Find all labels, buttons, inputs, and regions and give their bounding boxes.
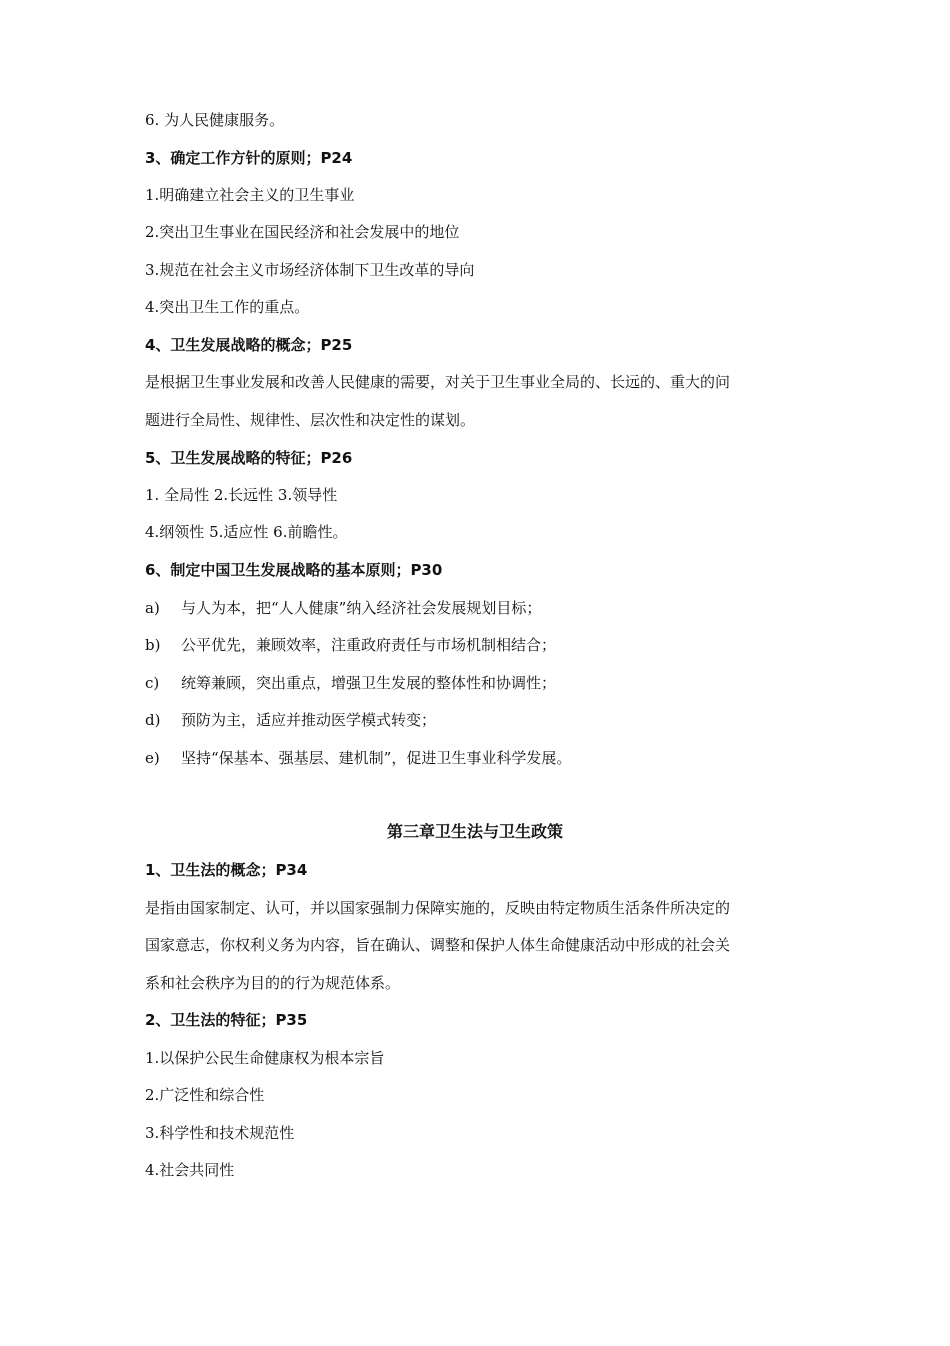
list-marker: c) bbox=[145, 674, 160, 692]
list-marker: d) bbox=[145, 711, 161, 729]
chapter-3-section-1-line-2: 国家意志，你权利义务为内容，旨在确认、调整和保护人体生命健康活动中形成的社会关 bbox=[145, 936, 731, 954]
section-6-item-c bbox=[145, 673, 815, 693]
chapter-3-section-2-item-3: 3.科学性和技术规范性 bbox=[145, 1124, 295, 1142]
section-5-line-1: 1. 全局性 2.长远性 3.领导性 bbox=[145, 486, 338, 504]
section-5-heading: 5、卫生发展战略的特征；P26 bbox=[145, 449, 353, 467]
list-marker: a) bbox=[145, 599, 160, 617]
list-item-text: 与人为本，把“人人健康”纳入经济社会发展规划目标； bbox=[181, 599, 542, 617]
section-3-item-1: 1.明确建立社会主义的卫生事业 bbox=[145, 186, 355, 204]
list-item-text: 公平优先，兼顾效率，注重政府责任与市场机制相结合； bbox=[181, 636, 557, 654]
chapter-3-section-1-line-3: 系和社会秩序为目的的行为规范体系。 bbox=[145, 974, 401, 992]
section-4-paragraph-line-1: 是根据卫生事业发展和改善人民健康的需要，对关于卫生事业全局的、长远的、重大的问 bbox=[145, 373, 731, 391]
section-6-heading: 6、制定中国卫生发展战略的基本原则；P30 bbox=[145, 561, 443, 579]
section-6-item-a bbox=[145, 598, 815, 618]
chapter-3-section-2-item-2: 2.广泛性和综合性 bbox=[145, 1086, 265, 1104]
list-item-text: 统筹兼顾，突出重点，增强卫生发展的整体性和协调性； bbox=[181, 674, 557, 692]
section-6-item-b bbox=[145, 635, 815, 655]
section-3-item-3: 3.规范在社会主义市场经济体制下卫生改革的导向 bbox=[145, 261, 475, 279]
section-6-item-d bbox=[145, 710, 815, 730]
section-5-line-2: 4.纲领性 5.适应性 6.前瞻性。 bbox=[145, 523, 348, 541]
chapter-3-section-1-heading: 1、卫生法的概念；P34 bbox=[145, 861, 308, 879]
list-item-text: 预防为主，适应并推动医学模式转变； bbox=[181, 711, 437, 729]
section-3-heading: 3、确定工作方针的原则；P24 bbox=[145, 149, 353, 167]
section-6-item-e bbox=[145, 748, 815, 768]
chapter-3-section-2-item-4: 4.社会共同性 bbox=[145, 1161, 235, 1179]
chapter-3-title: 第三章卫生法与卫生政策 bbox=[386, 822, 563, 841]
chapter-3-section-2-heading: 2、卫生法的特征；P35 bbox=[145, 1011, 308, 1029]
chapter-3-section-1-line-1: 是指由国家制定、认可，并以国家强制力保障实施的，反映由特定物质生活条件所决定的 bbox=[145, 899, 731, 917]
section-3-item-2: 2.突出卫生事业在国民经济和社会发展中的地位 bbox=[145, 223, 460, 241]
list-marker: b) bbox=[145, 636, 161, 654]
list-item-text: 坚持“保基本、强基层、建机制”，促进卫生事业科学发展。 bbox=[181, 749, 572, 767]
list-marker: e) bbox=[145, 749, 160, 767]
section-3-item-4: 4.突出卫生工作的重点。 bbox=[145, 298, 310, 316]
section-4-paragraph-line-2: 题进行全局性、规律性、层次性和决定性的谋划。 bbox=[145, 411, 476, 429]
list-item-6: 6. 为人民健康服务。 bbox=[145, 111, 285, 129]
chapter-3-section-2-item-1: 1.以保护公民生命健康权为根本宗旨 bbox=[145, 1049, 385, 1067]
section-4-heading: 4、卫生发展战略的概念；P25 bbox=[145, 336, 353, 354]
